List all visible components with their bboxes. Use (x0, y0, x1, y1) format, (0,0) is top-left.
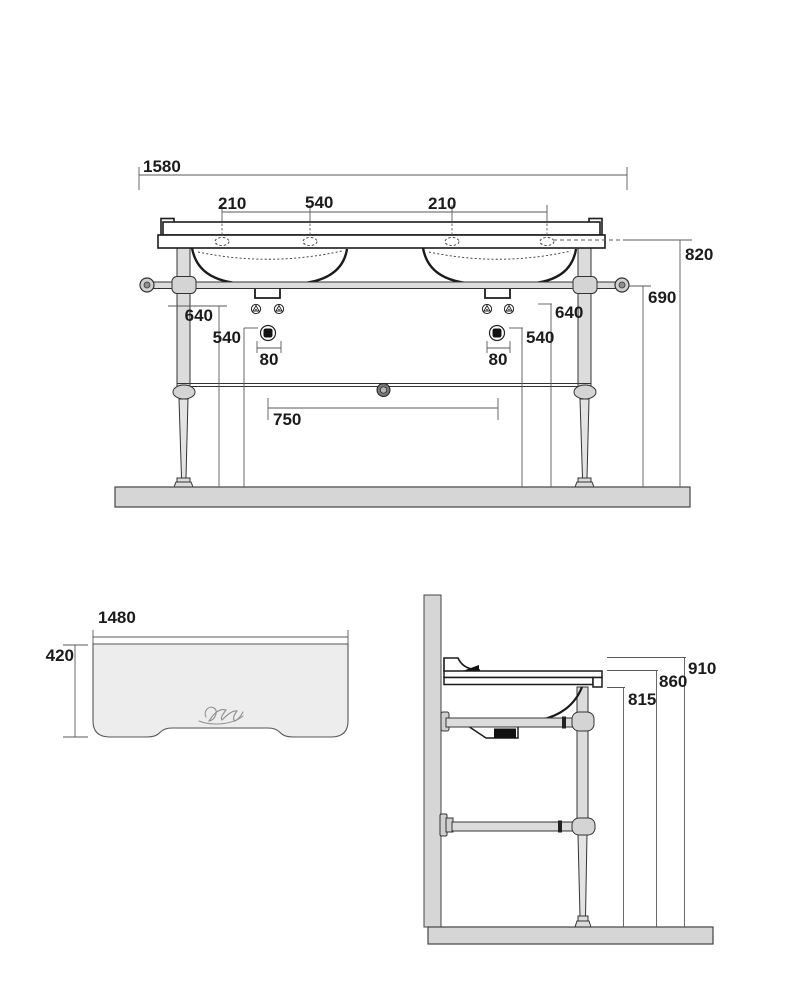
dim-label-underside-height: 815 (628, 690, 657, 709)
drain-symbol-right (490, 326, 505, 341)
side-leg-joint-lower (572, 818, 595, 835)
counter-slab-lower (444, 678, 593, 685)
basin-bowl-left (192, 248, 347, 284)
side-foot (578, 916, 588, 921)
shelf-plan-outline (93, 644, 348, 737)
supply-symbol (274, 304, 283, 313)
side-leg-joint-upper (572, 712, 594, 731)
side-rail-lower (452, 822, 573, 831)
leg-joint-lower-left (173, 385, 195, 399)
shelf-center-knob-inner (380, 387, 386, 393)
dim-label-tap-right: 210 (428, 194, 457, 213)
basin-bowl-right (423, 248, 576, 284)
dim-label-tap-left: 210 (218, 194, 247, 213)
rail-ferrule-upper (562, 717, 566, 729)
leg-joint-upper-left (172, 277, 196, 294)
foot-left-base (174, 482, 193, 487)
dim-label-supply-right: 640 (555, 303, 584, 322)
trap-left (255, 289, 280, 298)
side-dimensions (607, 658, 716, 928)
wall (424, 595, 441, 927)
dim-label-overall-width: 1580 (143, 157, 181, 176)
side-trap-section (494, 729, 516, 739)
dim-label-drain-offset-left: 80 (259, 350, 279, 369)
dim-label-drain-left: 540 (212, 328, 241, 347)
basin-bowl-left-hidden-rim (198, 251, 342, 259)
dim-label-drain-offset-right: 80 (488, 350, 508, 369)
dim-label-plan-depth: 420 (45, 646, 74, 665)
supply-symbol (504, 304, 513, 313)
counter-front-edge (593, 678, 602, 688)
side-leg-middle (577, 729, 588, 819)
dim-label-supply-left: 640 (184, 306, 213, 325)
dim-label-plan-width: 1480 (98, 608, 136, 627)
dim-label-total-height: 820 (685, 245, 714, 264)
plan-view (46, 608, 348, 737)
leg-left-taper (179, 399, 188, 478)
leg-joint-upper-right (573, 277, 597, 294)
side-view (424, 595, 716, 944)
frame-top-rail (147, 282, 620, 289)
basin-bowl-right-hidden-rim (429, 251, 571, 259)
dim-label-towel-bar-height: 690 (648, 288, 677, 307)
side-rail-upper (446, 718, 573, 727)
countertop-top-band (163, 222, 600, 235)
countertop-apron (158, 235, 605, 248)
towel-bar-knob-left-center (144, 282, 150, 288)
towel-bar-knob-right-center (619, 282, 625, 288)
supply-symbol (482, 304, 491, 313)
trap-right (485, 289, 510, 298)
drain-symbol-left (261, 326, 276, 341)
leg-right-taper (580, 399, 589, 478)
front-view (115, 157, 713, 507)
side-leg-upper (577, 687, 588, 714)
floor-side (428, 927, 713, 944)
countertop (158, 219, 605, 249)
counter-slab-top (444, 671, 602, 678)
foot-right-base (575, 482, 594, 487)
floor-front (115, 487, 690, 507)
dim-label-shelf-span: 750 (273, 410, 302, 429)
supply-symbol (251, 304, 260, 313)
dim-label-drain-right: 540 (526, 328, 555, 347)
dim-label-rim-height: 860 (659, 672, 688, 691)
dim-label-tap-center: 540 (305, 193, 334, 212)
dim-label-backsplash-height: 910 (688, 659, 717, 678)
rail-ferrule-lower (558, 821, 562, 833)
side-leg-taper (578, 835, 587, 917)
leg-joint-lower-right (574, 385, 596, 399)
front-dimensions (139, 157, 713, 487)
supply-symbols (251, 304, 513, 313)
side-foot-base (575, 921, 591, 927)
